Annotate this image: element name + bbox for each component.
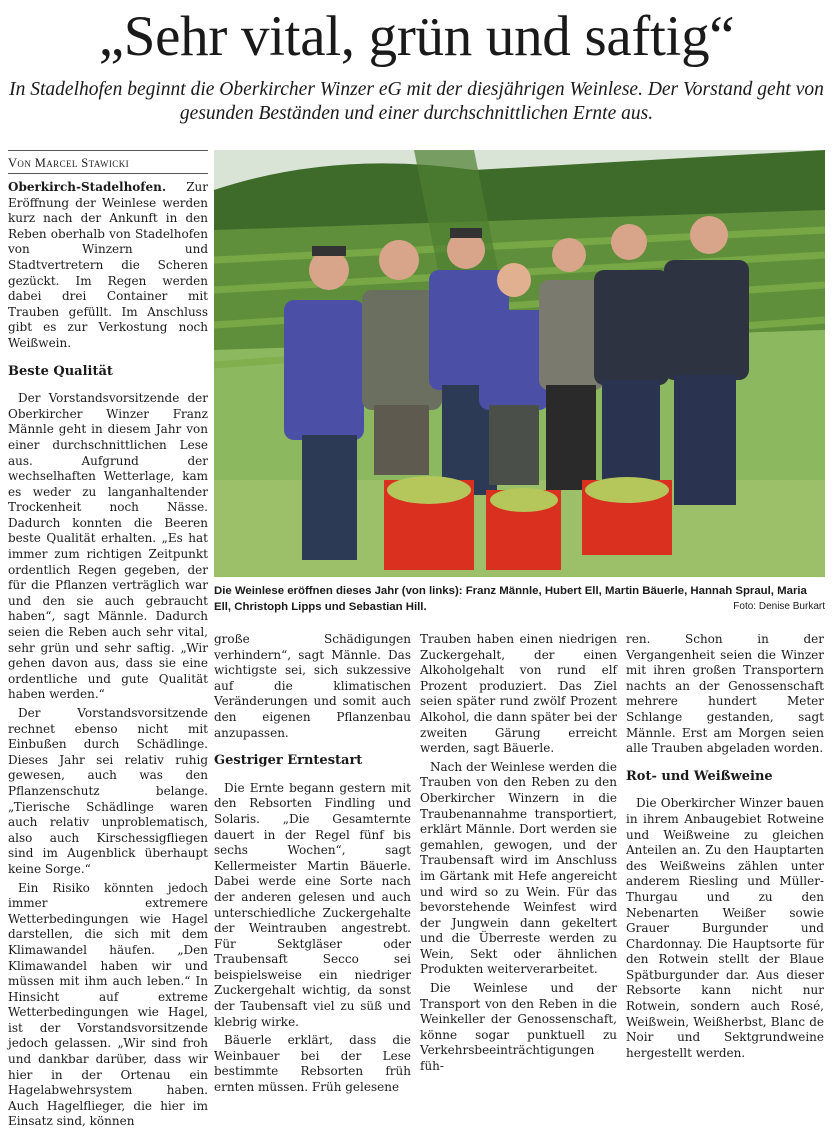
- paragraph: ren. Schon in der Vergangenheit seien die Winzer mit ihren großen Transportern nachts an der Genossenschaft mehrere hundert Meter Schlange gestanden, sagt Männle. Erst am Morgen seien alle Trauben abgeladen worden.: [626, 632, 824, 756]
- grapes-left: [387, 476, 471, 504]
- grapes-middle: [490, 488, 558, 512]
- byline: Von Marcel Stawicki: [8, 156, 129, 170]
- paragraph: Die Oberkircher Winzer bauen in ihrem Anbaugebiet Rotweine und Weißweine zu gleichen Anteilen an. Zu den Hauptarten des Weißweins zählen unter anderem Riesling und Müller-Thurgau und zu den Nebenarten Weißer sowie Grauer Burgunder und Chardonnay. Die Hauptsorte für den Rotwein stellt der Blaue Spätburgunder dar. Aus dieser Rebsorte kann nicht nur Rotwein, sondern auch Rosé, Weißwein, Weißherbst, Blanc de Noir und Sektgrundweine hergestellt werden.: [626, 796, 824, 1060]
- headline: „Sehr vital, grün und saftig“: [98, 5, 735, 68]
- grapes-right: [585, 477, 669, 503]
- byline-rule-top: [8, 150, 208, 151]
- article-column-1: [8, 180, 208, 1133]
- intro-text: Zur Eröffnung der Weinlese werden kurz nach der Ankunft in den Reben oberhalb von Stadelhofen von Winzern und Stadtvertretern die Scheren gezückt. Im Regen werden dabei drei Container mit Trauben gefüllt. Im Anschluss gibt es zur Verkostung noch Weißwein.: [8, 180, 208, 350]
- paragraph: Trauben haben einen niedrigen Zuckergehalt, der einen Alkoholgehalt von rund elf Prozent produziert. Das Ziel seien später rund zwölf Prozent Alkohol, die dann später bei der zweiten Gärung erreicht werden, sagt Bäuerle.: [420, 632, 617, 756]
- article-column-4: [626, 632, 824, 1064]
- subheading-quality: Beste Qualität: [8, 363, 113, 379]
- photo-credit: Foto: Denise Burkart: [733, 601, 825, 612]
- paragraph: Der Vorstandsvorsitzende der Oberkircher Winzer Franz Männle geht in diesem Jahr von einer durchschnittlichen Lese aus. Aufgrund der wechselhaften Wetterlage, kam es weder zu langanhaltender Trockenheit noch Nässe. Dadurch konnten die Beeren beste Qualität erhalten. „Es hat immer zum richtigen Zeitpunkt ordentlich Regen gegeben, der für die Pflanzen verträglich war und den sie auch gebraucht haben“, sagt Männle. Dadurch seien die Reben auch sehr vital, sehr grün und sehr saftig. „Wir gehen davon aus, dass sie eine ordentliche und gute Qualität haben werden.“: [8, 391, 208, 702]
- byline-rule-bottom: [8, 173, 208, 174]
- caption-text: Die Weinlese eröffnen dieses Jahr (von links): Franz Männle, Hubert Ell, Martin Bäuerle, Hannah Spraul, Maria Ell, Christoph Lipps und Sebastian Hill.: [214, 585, 807, 613]
- article-column-2: [214, 632, 411, 1099]
- paragraph: Die Weinlese und der Transport von den Reben in die Weinkeller der Genossenschaft, könne sogar punktuell zu Verkehrsbeeinträchtigungen füh-: [420, 981, 617, 1074]
- vineyard-group-photo: [214, 150, 825, 577]
- paragraph: Ein Risiko könnten jedoch immer extremere Wetterbedingungen wie Hagel darstellen, die sich mit dem Klimawandel häufen. „Den Klimawandel haben wir und müssen mit ihm auch leben.“ In Hinsicht auf extreme Wetterbedingungen wie Hagel, ist der Vorstandsvorsitzende jedoch gelassen. „Wir sind froh und dankbar darüber, dass wir hier in der Ortenau ein Hagelabwehrsystem haben. Auch Hagelflieger, die hier im Einsatz sind, können: [8, 880, 208, 1129]
- subheading-harvest: Gestriger Erntestart: [214, 753, 363, 769]
- dateline: Oberkirch-Stadelhofen.: [8, 180, 167, 194]
- subheading-wines: Rot- und Weißweine: [626, 768, 773, 784]
- article-photo: [214, 150, 825, 577]
- photo-caption: [214, 583, 825, 615]
- intro-paragraph: [8, 180, 208, 352]
- paragraph: Die Ernte begann gestern mit den Rebsorten Findling und Solaris. „Die Gesamternte dauert in der Regel fünf bis sechs Wochen“, sagt Kellermeister Martin Bäuerle. Dabei werde eine Sorte nach der anderen gelesen und auch unterschiedliche Zuckergehalte der Weintrauben angestrebt. Für Sektgläser oder Traubensaft Secco sei beispielsweise ein niedriger Zuckergehalt wichtig, da sonst der Taubensaft viel zu süß und klebrig wirke.: [214, 780, 411, 1029]
- subheadline: In Stadelhofen beginnt die Oberkircher Winzer eG mit der diesjährigen Weinlese. Der Vorstand geht von gesunden Beständen und einer durchschnittlichen Ernte aus.: [9, 79, 824, 124]
- paragraph: Bäuerle erklärt, dass die Weinbauer bei der Lese bestimmte Rebsorten früh ernten müssen. Früh gelesene: [214, 1033, 411, 1095]
- paragraph: Nach der Weinlese werden die Trauben von den Reben zu den Oberkircher Winzern in die Traubenannahme transportiert, erklärt Männle. Dort werden sie gemahlen, gewogen, und der Traubensaft wird im Anschluss im Gärtank mit Hefe angereicht und wird so zu Wein. Für das bevorstehende Weinfest wird der Jungwein dann gekeltert und die Überreste werden zu Wein, Sekt oder ähnlichen Produkten weiterverarbeitet.: [420, 759, 617, 977]
- article-column-3: [420, 632, 617, 1078]
- paragraph: große Schädigungen verhindern“, sagt Männle. Das wichtigste sei, sich sukzessive auf die klimatischen Veränderungen und somit auch den eigenen Pflanzenbau anzupassen.: [214, 632, 411, 740]
- paragraph: Der Vorstandsvorsitzende rechnet ebenso nicht mit Einbußen durch Schädlinge. Dieses Jahr sei relativ ruhig gewesen, auch was den Pflanzenschutz belange. „Tierische Schädlinge waren auch relativ unproblematisch, also auch Kirschessigfliegen sind im Augenblick überhaupt keine Sorge.“: [8, 706, 208, 876]
